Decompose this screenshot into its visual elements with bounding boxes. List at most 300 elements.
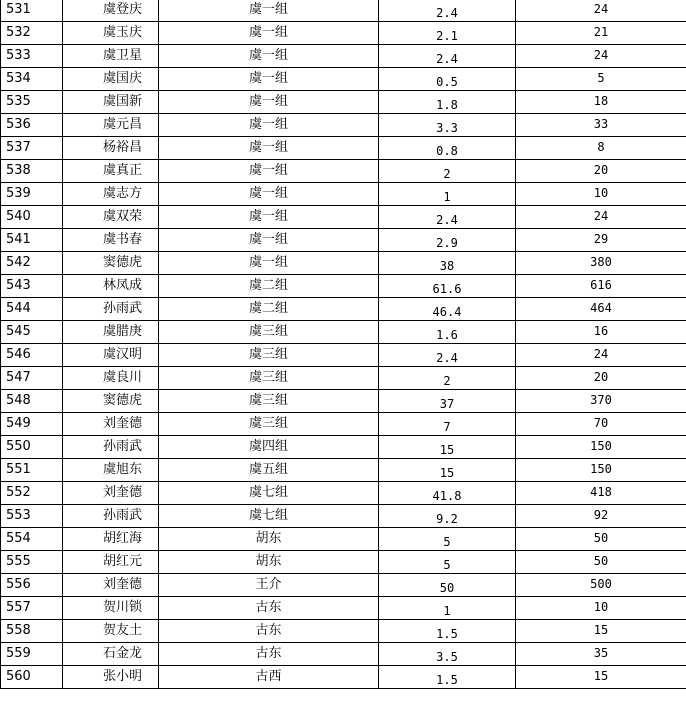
row-number-cell[interactable] <box>1 344 63 367</box>
table-row <box>1 68 686 91</box>
table-row <box>1 114 686 137</box>
row-number-cell[interactable] <box>1 275 63 298</box>
row-number-cell[interactable] <box>1 551 63 574</box>
group-cell[interactable] <box>159 321 379 344</box>
area-cell[interactable] <box>379 252 516 275</box>
row-number-cell[interactable] <box>1 0 63 22</box>
group-cell[interactable] <box>159 91 379 114</box>
name-cell-text: 刘奎德 <box>103 485 143 500</box>
name-cell-text: 贺川锁 <box>103 600 143 615</box>
name-cell[interactable] <box>63 22 159 45</box>
group-cell[interactable] <box>159 459 379 482</box>
area-cell[interactable] <box>379 413 516 436</box>
name-cell[interactable] <box>63 367 159 390</box>
row-number-cell-text: 552 <box>6 485 31 500</box>
table-row <box>1 137 686 160</box>
area-cell-text: 1.5 <box>436 627 458 641</box>
area-cell[interactable] <box>379 482 516 505</box>
group-cell[interactable] <box>159 367 379 390</box>
group-cell[interactable] <box>159 666 379 689</box>
name-cell[interactable] <box>63 137 159 160</box>
row-number-cell[interactable] <box>1 367 63 390</box>
table-row <box>1 45 686 68</box>
area-cell[interactable] <box>379 183 516 206</box>
amount-cell[interactable] <box>516 666 686 689</box>
name-cell-text: 孙雨武 <box>103 439 143 454</box>
table-row <box>1 574 686 597</box>
group-cell-text: 虞一组 <box>248 71 288 86</box>
area-cell-text: 9.2 <box>436 512 458 526</box>
row-number-cell[interactable] <box>1 643 63 666</box>
group-cell[interactable] <box>159 620 379 643</box>
group-cell-text: 虞一组 <box>248 209 288 224</box>
row-number-cell[interactable] <box>1 528 63 551</box>
area-cell[interactable] <box>379 666 516 689</box>
name-cell-text: 虞真正 <box>103 163 143 178</box>
name-cell[interactable] <box>63 114 159 137</box>
row-number-cell-text: 539 <box>6 186 31 201</box>
area-cell[interactable] <box>379 45 516 68</box>
row-number-cell-text: 557 <box>6 600 31 615</box>
group-cell[interactable] <box>159 413 379 436</box>
area-cell[interactable] <box>379 574 516 597</box>
area-cell-text: 38 <box>439 259 455 273</box>
area-cell-text: 2.4 <box>436 6 458 20</box>
row-number-cell-text: 541 <box>6 232 31 247</box>
amount-cell-text: 20 <box>593 163 609 177</box>
name-cell-text: 虞志方 <box>103 186 143 201</box>
row-number-cell-text: 549 <box>6 416 31 431</box>
group-cell-text: 虞一组 <box>248 94 288 109</box>
row-number-cell[interactable] <box>1 229 63 252</box>
row-number-cell-text: 553 <box>6 508 31 523</box>
row-number-cell-text: 532 <box>6 25 31 40</box>
group-cell[interactable] <box>159 160 379 183</box>
row-number-cell[interactable] <box>1 137 63 160</box>
amount-cell[interactable] <box>516 528 686 551</box>
table-row <box>1 597 686 620</box>
amount-cell[interactable] <box>516 643 686 666</box>
row-number-cell[interactable] <box>1 390 63 413</box>
area-cell-text: 2.4 <box>436 351 458 365</box>
area-cell[interactable] <box>379 528 516 551</box>
area-cell[interactable] <box>379 160 516 183</box>
amount-cell-text: 24 <box>593 209 609 223</box>
row-number-cell-text: 554 <box>6 531 31 546</box>
table-row <box>1 91 686 114</box>
name-cell[interactable] <box>63 229 159 252</box>
row-number-cell[interactable] <box>1 666 63 689</box>
amount-cell-text: 33 <box>593 117 609 131</box>
name-cell-text: 贺友土 <box>103 623 143 638</box>
row-number-cell[interactable] <box>1 206 63 229</box>
group-cell-text: 虞一组 <box>248 140 288 155</box>
amount-cell[interactable] <box>516 22 686 45</box>
name-cell[interactable] <box>63 505 159 528</box>
name-cell[interactable] <box>63 574 159 597</box>
area-cell-text: 3.3 <box>436 121 458 135</box>
amount-cell-text: 150 <box>590 462 612 476</box>
table-row <box>1 551 686 574</box>
group-cell[interactable] <box>159 275 379 298</box>
amount-cell[interactable] <box>516 252 686 275</box>
area-cell[interactable] <box>379 344 516 367</box>
table-row <box>1 367 686 390</box>
amount-cell-text: 29 <box>593 232 609 246</box>
name-cell[interactable] <box>63 482 159 505</box>
name-cell[interactable] <box>63 275 159 298</box>
row-number-cell[interactable] <box>1 68 63 91</box>
amount-cell[interactable] <box>516 137 686 160</box>
area-cell-text: 2 <box>443 167 451 181</box>
name-cell-text: 虞登庆 <box>103 2 143 17</box>
area-cell[interactable] <box>379 597 516 620</box>
group-cell-text: 虞三组 <box>248 393 288 408</box>
name-cell-text: 虞国庆 <box>103 71 143 86</box>
amount-cell-text: 21 <box>593 25 609 39</box>
row-number-cell-text: 556 <box>6 577 31 592</box>
table-row <box>1 22 686 45</box>
group-cell[interactable] <box>159 45 379 68</box>
name-cell-text: 虞卫星 <box>103 48 143 63</box>
name-cell-text: 虞双荣 <box>103 209 143 224</box>
amount-cell[interactable] <box>516 160 686 183</box>
group-cell[interactable] <box>159 68 379 91</box>
row-number-cell[interactable] <box>1 114 63 137</box>
group-cell-text: 虞一组 <box>248 117 288 132</box>
name-cell[interactable] <box>63 0 159 22</box>
group-cell-text: 虞一组 <box>248 186 288 201</box>
area-cell-text: 0.5 <box>436 75 458 89</box>
row-number-cell-text: 540 <box>6 209 31 224</box>
amount-cell[interactable] <box>516 551 686 574</box>
row-number-cell-text: 551 <box>6 462 31 477</box>
group-cell-text: 虞三组 <box>248 370 288 385</box>
area-cell-text: 0.8 <box>436 144 458 158</box>
name-cell-text: 胡红海 <box>103 531 143 546</box>
group-cell[interactable] <box>159 643 379 666</box>
row-number-cell-text: 547 <box>6 370 31 385</box>
area-cell[interactable] <box>379 229 516 252</box>
area-cell-text: 2.9 <box>436 236 458 250</box>
amount-cell[interactable] <box>516 45 686 68</box>
row-number-cell-text: 535 <box>6 94 31 109</box>
area-cell[interactable] <box>379 390 516 413</box>
amount-cell[interactable] <box>516 321 686 344</box>
amount-cell[interactable] <box>516 344 686 367</box>
amount-cell-text: 92 <box>593 508 609 522</box>
group-cell[interactable] <box>159 298 379 321</box>
group-cell-text: 虞五组 <box>248 462 288 477</box>
area-cell[interactable] <box>379 620 516 643</box>
amount-cell[interactable] <box>516 574 686 597</box>
group-cell[interactable] <box>159 436 379 459</box>
name-cell[interactable] <box>63 666 159 689</box>
area-cell[interactable] <box>379 551 516 574</box>
row-number-cell-text: 558 <box>6 623 31 638</box>
amount-cell-text: 370 <box>590 393 612 407</box>
row-number-cell[interactable] <box>1 183 63 206</box>
name-cell-text: 虞汉明 <box>103 347 143 362</box>
table-row <box>1 436 686 459</box>
group-cell-text: 虞一组 <box>248 48 288 63</box>
table-row <box>1 505 686 528</box>
name-cell[interactable] <box>63 597 159 620</box>
amount-cell-text: 10 <box>593 600 609 614</box>
name-cell[interactable] <box>63 252 159 275</box>
area-cell-text: 5 <box>443 535 451 549</box>
name-cell-text: 虞腊庚 <box>103 324 143 339</box>
row-number-cell[interactable] <box>1 321 63 344</box>
amount-cell-text: 50 <box>593 531 609 545</box>
table-row <box>1 321 686 344</box>
group-cell-text: 虞三组 <box>248 347 288 362</box>
name-cell-text: 虞国新 <box>103 94 143 109</box>
area-cell-text: 1 <box>443 604 451 618</box>
amount-cell-text: 8 <box>597 140 605 154</box>
amount-cell[interactable] <box>516 505 686 528</box>
group-cell[interactable] <box>159 482 379 505</box>
amount-cell-text: 18 <box>593 94 609 108</box>
row-number-cell-text: 545 <box>6 324 31 339</box>
group-cell-text: 虞七组 <box>248 508 288 523</box>
group-cell[interactable] <box>159 574 379 597</box>
name-cell[interactable] <box>63 344 159 367</box>
name-cell-text: 虞书春 <box>103 232 143 247</box>
amount-cell-text: 464 <box>590 301 612 315</box>
amount-cell[interactable] <box>516 0 686 22</box>
group-cell-text: 古东 <box>255 600 282 615</box>
row-number-cell[interactable] <box>1 22 63 45</box>
table-row <box>1 390 686 413</box>
amount-cell-text: 50 <box>593 554 609 568</box>
name-cell[interactable] <box>63 528 159 551</box>
name-cell[interactable] <box>63 620 159 643</box>
row-number-cell-text: 550 <box>6 439 31 454</box>
amount-cell[interactable] <box>516 206 686 229</box>
name-cell-text: 石金龙 <box>103 646 143 661</box>
table-row <box>1 206 686 229</box>
area-cell-text: 61.6 <box>432 282 462 296</box>
group-cell-text: 虞一组 <box>248 255 288 270</box>
row-number-cell-text: 546 <box>6 347 31 362</box>
row-number-cell-text: 559 <box>6 646 31 661</box>
row-number-cell-text: 544 <box>6 301 31 316</box>
area-cell-text: 2.4 <box>436 52 458 66</box>
table-row <box>1 160 686 183</box>
name-cell[interactable] <box>63 643 159 666</box>
name-cell[interactable] <box>63 390 159 413</box>
table-row <box>1 620 686 643</box>
amount-cell[interactable] <box>516 275 686 298</box>
area-cell[interactable] <box>379 22 516 45</box>
row-number-cell-text: 531 <box>6 2 31 17</box>
amount-cell-text: 10 <box>593 186 609 200</box>
name-cell-text: 孙雨武 <box>103 508 143 523</box>
name-cell[interactable] <box>63 551 159 574</box>
name-cell[interactable] <box>63 91 159 114</box>
row-number-cell[interactable] <box>1 459 63 482</box>
area-cell[interactable] <box>379 206 516 229</box>
area-cell-text: 2.1 <box>436 29 458 43</box>
amount-cell[interactable] <box>516 459 686 482</box>
area-cell[interactable] <box>379 275 516 298</box>
amount-cell[interactable] <box>516 436 686 459</box>
group-cell[interactable] <box>159 183 379 206</box>
amount-cell[interactable] <box>516 367 686 390</box>
group-cell-text: 虞二组 <box>248 278 288 293</box>
name-cell[interactable] <box>63 436 159 459</box>
area-cell[interactable] <box>379 137 516 160</box>
row-number-cell[interactable] <box>1 436 63 459</box>
group-cell[interactable] <box>159 390 379 413</box>
row-number-cell-text: 548 <box>6 393 31 408</box>
group-cell[interactable] <box>159 597 379 620</box>
name-cell[interactable] <box>63 298 159 321</box>
group-cell-text: 虞四组 <box>248 439 288 454</box>
row-number-cell[interactable] <box>1 482 63 505</box>
amount-cell-text: 380 <box>590 255 612 269</box>
row-number-cell-text: 533 <box>6 48 31 63</box>
area-cell-text: 1.8 <box>436 98 458 112</box>
area-cell-text: 46.4 <box>432 305 462 319</box>
group-cell[interactable] <box>159 551 379 574</box>
name-cell[interactable] <box>63 459 159 482</box>
amount-cell-text: 15 <box>593 669 609 683</box>
row-number-cell-text: 537 <box>6 140 31 155</box>
row-number-cell[interactable] <box>1 505 63 528</box>
area-cell-text: 41.8 <box>432 489 462 503</box>
amount-cell[interactable] <box>516 229 686 252</box>
row-number-cell[interactable] <box>1 298 63 321</box>
name-cell-text: 虞良川 <box>103 370 143 385</box>
group-cell[interactable] <box>159 528 379 551</box>
area-cell[interactable] <box>379 505 516 528</box>
amount-cell[interactable] <box>516 482 686 505</box>
group-cell[interactable] <box>159 114 379 137</box>
table-row <box>1 459 686 482</box>
area-cell[interactable] <box>379 91 516 114</box>
name-cell-text: 胡红元 <box>103 554 143 569</box>
group-cell[interactable] <box>159 22 379 45</box>
area-cell[interactable] <box>379 114 516 137</box>
area-cell-text: 1 <box>443 190 451 204</box>
name-cell[interactable] <box>63 68 159 91</box>
area-cell-text: 37 <box>439 397 455 411</box>
name-cell-text: 杨裕昌 <box>103 140 143 155</box>
area-cell-text: 50 <box>439 581 455 595</box>
amount-cell-text: 616 <box>590 278 612 292</box>
row-number-cell-text: 536 <box>6 117 31 132</box>
area-cell-text: 2 <box>443 374 451 388</box>
group-cell[interactable] <box>159 206 379 229</box>
area-cell-text: 7 <box>443 420 451 434</box>
group-cell[interactable] <box>159 344 379 367</box>
area-cell-text: 1.5 <box>436 673 458 687</box>
table-row <box>1 275 686 298</box>
name-cell[interactable] <box>63 206 159 229</box>
area-cell[interactable] <box>379 68 516 91</box>
table-row <box>1 252 686 275</box>
amount-cell[interactable] <box>516 413 686 436</box>
amount-cell[interactable] <box>516 298 686 321</box>
amount-cell[interactable] <box>516 114 686 137</box>
area-cell[interactable] <box>379 436 516 459</box>
name-cell[interactable] <box>63 321 159 344</box>
row-number-cell[interactable] <box>1 160 63 183</box>
group-cell[interactable] <box>159 252 379 275</box>
table-row <box>1 344 686 367</box>
name-cell[interactable] <box>63 183 159 206</box>
amount-cell[interactable] <box>516 68 686 91</box>
area-cell[interactable] <box>379 459 516 482</box>
area-cell-text: 2.4 <box>436 213 458 227</box>
group-cell[interactable] <box>159 137 379 160</box>
amount-cell[interactable] <box>516 390 686 413</box>
amount-cell[interactable] <box>516 597 686 620</box>
name-cell-text: 虞玉庆 <box>103 25 143 40</box>
row-number-cell[interactable] <box>1 413 63 436</box>
amount-cell-text: 35 <box>593 646 609 660</box>
group-cell[interactable] <box>159 505 379 528</box>
amount-cell[interactable] <box>516 91 686 114</box>
amount-cell-text: 24 <box>593 347 609 361</box>
name-cell-text: 窦德虎 <box>103 255 143 270</box>
name-cell-text: 虞元昌 <box>103 117 143 132</box>
name-cell-text: 虞旭东 <box>103 462 143 477</box>
group-cell[interactable] <box>159 0 379 22</box>
row-number-cell[interactable] <box>1 91 63 114</box>
area-cell[interactable] <box>379 321 516 344</box>
group-cell-text: 古东 <box>255 646 282 661</box>
table-row <box>1 413 686 436</box>
table-row <box>1 482 686 505</box>
amount-cell-text: 150 <box>590 439 612 453</box>
area-cell[interactable] <box>379 0 516 22</box>
area-cell[interactable] <box>379 367 516 390</box>
area-cell[interactable] <box>379 643 516 666</box>
row-number-cell[interactable] <box>1 597 63 620</box>
name-cell-text: 林凤成 <box>103 278 143 293</box>
row-number-cell-text: 560 <box>6 669 31 684</box>
amount-cell-text: 418 <box>590 485 612 499</box>
name-cell[interactable] <box>63 413 159 436</box>
group-cell-text: 虞一组 <box>248 2 288 17</box>
table-body <box>1 0 686 689</box>
row-number-cell-text: 543 <box>6 278 31 293</box>
amount-cell[interactable] <box>516 183 686 206</box>
area-cell-text: 15 <box>439 443 455 457</box>
table-row <box>1 183 686 206</box>
group-cell-text: 虞一组 <box>248 232 288 247</box>
amount-cell-text: 5 <box>597 71 605 85</box>
group-cell-text: 虞三组 <box>248 324 288 339</box>
amount-cell[interactable] <box>516 620 686 643</box>
area-cell[interactable] <box>379 298 516 321</box>
amount-cell-text: 24 <box>593 2 609 16</box>
row-number-cell[interactable] <box>1 45 63 68</box>
row-number-cell[interactable] <box>1 574 63 597</box>
row-number-cell-text: 538 <box>6 163 31 178</box>
group-cell[interactable] <box>159 229 379 252</box>
name-cell[interactable] <box>63 160 159 183</box>
row-number-cell[interactable] <box>1 620 63 643</box>
group-cell-text: 虞一组 <box>248 163 288 178</box>
row-number-cell[interactable] <box>1 252 63 275</box>
name-cell[interactable] <box>63 45 159 68</box>
table-row <box>1 0 686 22</box>
area-cell-text: 1.6 <box>436 328 458 342</box>
